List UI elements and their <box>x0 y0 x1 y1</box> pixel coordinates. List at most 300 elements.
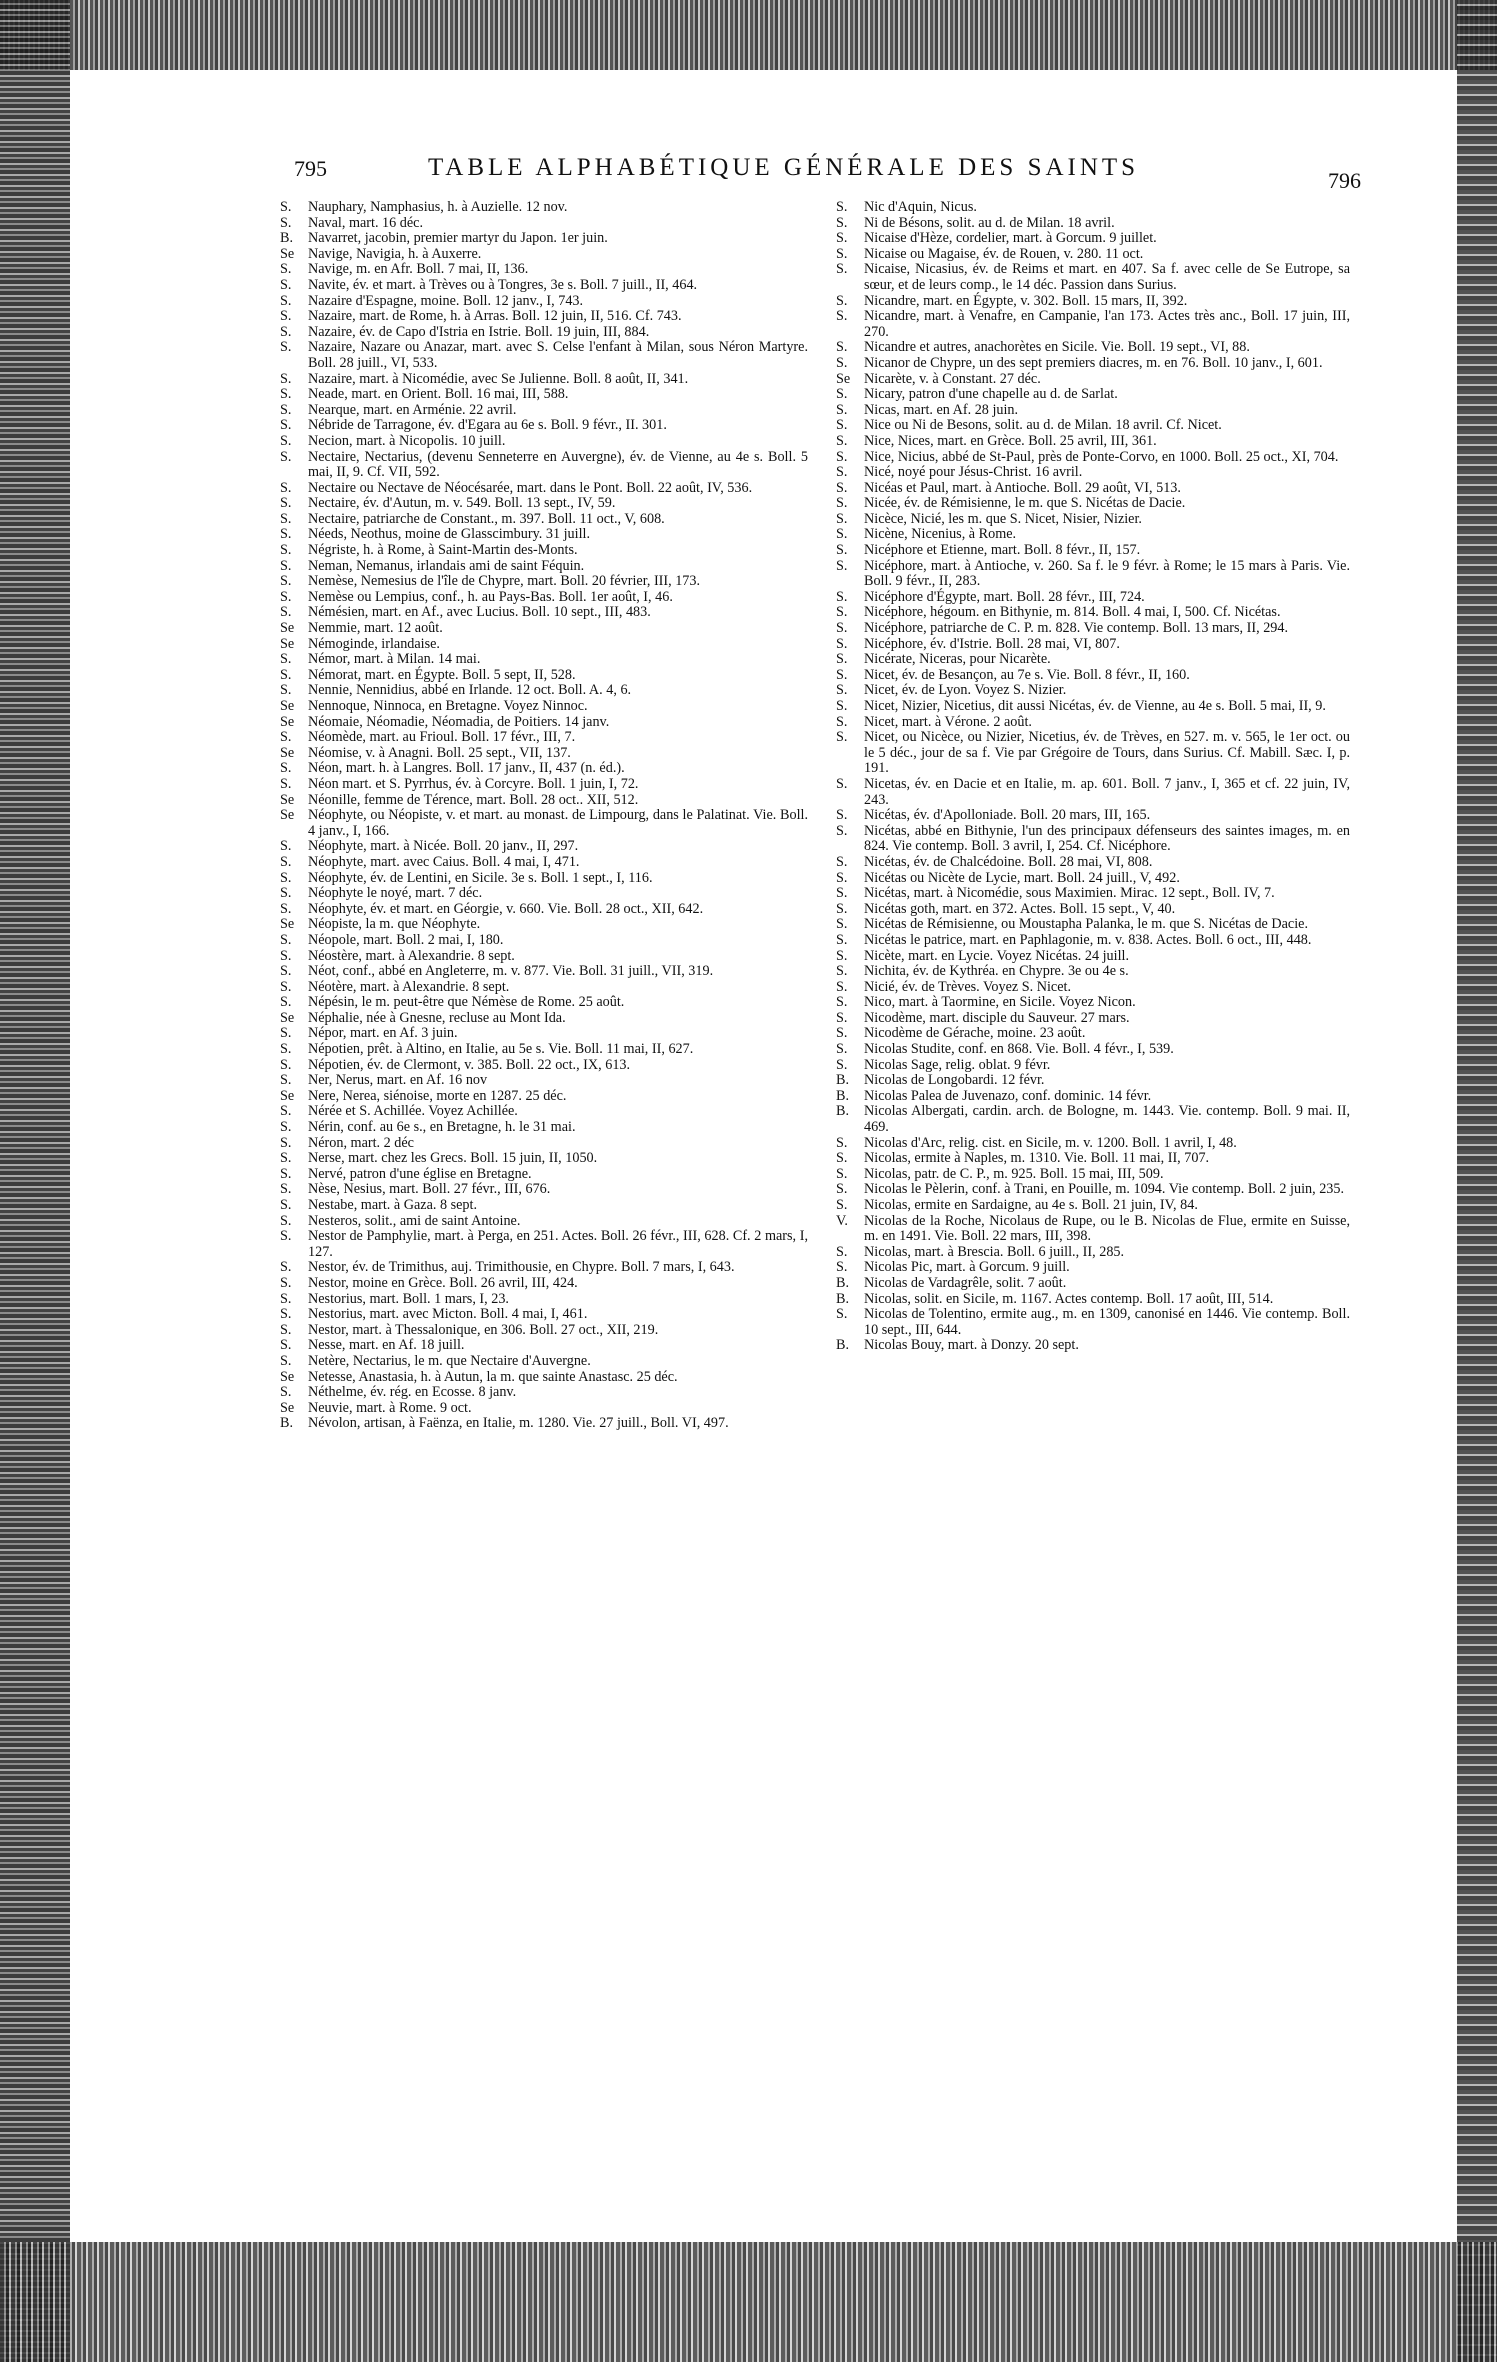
index-entry <box>836 387 1350 403</box>
index-entry <box>836 1214 1350 1245</box>
entry-text: Nemmie, mart. 12 août. <box>308 620 443 637</box>
index-entry <box>836 543 1350 559</box>
entry-text: Nicandre, mart. en Égypte, v. 302. Boll. 15 mars, II, 392. <box>864 292 1188 309</box>
entry-text: Nébride de Tarragone, év. d'Egara au 6e s. Boll. 9 févr., II. 301. <box>308 417 667 434</box>
entry-text: Népor, mart. en Af. 3 juin. <box>308 1025 458 1042</box>
entry-text: Nice, Nices, mart. en Grèce. Boll. 25 avril, III, 361. <box>864 432 1157 449</box>
entry-text: Nicas, mart. en Af. 28 juin. <box>864 401 1019 418</box>
index-entry <box>836 964 1350 980</box>
index-entry <box>836 621 1350 637</box>
entry-text: Nicétas, év. de Chalcédoine. Boll. 28 mai, VI, 808. <box>864 853 1153 870</box>
index-entry <box>836 418 1350 434</box>
entry-text: Néomise, v. à Anagni. Boll. 25 sept., VII, 137. <box>308 744 571 761</box>
entry-text: Néomaie, Néomadie, Néomadia, de Poitiers. 14 janv. <box>308 713 610 730</box>
entry-text: Nerse, mart. chez les Grecs. Boll. 15 juin, II, 1050. <box>308 1150 598 1167</box>
index-entry <box>280 590 808 606</box>
entry-text: Nice ou Ni de Besons, solit. au d. de Milan. 18 avril. Cf. Nicet. <box>864 417 1222 434</box>
entry-prefix: S. <box>836 1306 848 1323</box>
entry-text: Néostère, mart. à Alexandrie. 8 sept. <box>308 947 515 964</box>
entry-prefix: S. <box>280 1056 292 1073</box>
index-entry <box>836 403 1350 419</box>
entry-prefix: S. <box>280 542 292 559</box>
entry-text: Nicétas de Rémisienne, ou Moustapha Palanka, le m. que S. Nicétas de Dacie. <box>864 916 1309 933</box>
entry-prefix: S. <box>836 729 848 746</box>
index-entry <box>280 1292 808 1308</box>
entry-text: Nicétas ou Nicète de Lycie, mart. Boll. 24 juill., V, 492. <box>864 869 1180 886</box>
entry-prefix: S. <box>280 1212 292 1229</box>
entry-prefix: S. <box>280 666 292 683</box>
entry-text: Nicolas le Pèlerin, conf. à Trani, en Pouille, m. 1094. Vie contemp. Boll. 2 juin, 235. <box>864 1181 1345 1198</box>
index-entry <box>280 1307 808 1323</box>
index-entry <box>836 496 1350 512</box>
index-entry <box>280 777 808 793</box>
entry-text: Néophyte, mart. à Nicée. Boll. 20 janv., II, 297. <box>308 838 579 855</box>
entry-prefix: S. <box>280 994 292 1011</box>
index-entry <box>280 1167 808 1183</box>
index-entry <box>280 325 808 341</box>
index-entry <box>280 262 808 278</box>
entry-prefix: S. <box>280 214 292 231</box>
entry-prefix: S. <box>836 230 848 247</box>
entry-text: Nectaire ou Nectave de Néocésarée, mart. dans le Pont. Boll. 22 août, IV, 536. <box>308 479 753 496</box>
index-entry <box>836 262 1350 293</box>
index-entry <box>836 777 1350 808</box>
entry-text: Nicolas, mart. à Brescia. Boll. 6 juill., II, 285. <box>864 1243 1125 1260</box>
index-entry <box>280 683 808 699</box>
index-entry <box>280 871 808 887</box>
index-entry <box>836 683 1350 699</box>
index-entry <box>280 512 808 528</box>
index-entry <box>280 216 808 232</box>
entry-prefix: S. <box>836 963 848 980</box>
entry-text: Népotien, prêt. à Altino, en Italie, au 5e s. Vie. Boll. 11 mai, II, 627. <box>308 1041 694 1058</box>
entry-text: Nicet, ou Nicèce, ou Nizier, Nicetius, év. de Trèves, en 527. m. v. 565, le 1er oct. ou le 5 déc., jour de sa f. Vie par Grégoire de Tours, dans Surius. Cf. Mabill. Sæc. I, p. 191. <box>864 729 1350 777</box>
entry-text: Néophyte, ou Néopiste, v. et mart. au monast. de Limpourg, dans le Palatinat. Vie. Boll. 4 janv., I, 166. <box>308 807 808 839</box>
entry-prefix: S. <box>280 448 292 465</box>
entry-text: Navarret, jacobin, premier martyr du Japon. 1er juin. <box>308 230 608 247</box>
index-entry <box>280 559 808 575</box>
entry-text: Nicée, év. de Rémisienne, le m. que S. Nicétas de Dacie. <box>864 495 1186 512</box>
running-title: TABLE ALPHABÉTIQUE GÉNÉRALE DES SAINTS <box>428 154 1140 181</box>
entry-prefix: S. <box>836 401 848 418</box>
index-entry <box>280 1370 808 1386</box>
index-entry <box>280 1401 808 1417</box>
entry-prefix: S. <box>280 1352 292 1369</box>
index-entry <box>280 231 808 247</box>
entry-prefix: B. <box>836 1072 850 1089</box>
entry-text: Neade, mart. en Orient. Boll. 16 mai, III, 588. <box>308 386 569 403</box>
entry-prefix: S. <box>280 573 292 590</box>
entry-prefix: S. <box>836 604 848 621</box>
index-entry <box>280 1229 808 1260</box>
entry-prefix: S. <box>280 261 292 278</box>
index-entry <box>280 1104 808 1120</box>
index-entry <box>280 1182 808 1198</box>
entry-prefix: S. <box>836 931 848 948</box>
entry-prefix: S. <box>280 1321 292 1338</box>
index-entry <box>280 621 808 637</box>
index-entry <box>836 340 1350 356</box>
entry-prefix: S. <box>280 557 292 574</box>
entry-prefix: Se <box>836 370 851 387</box>
entry-text: Nicéphore, év. d'Istrie. Boll. 28 mai, VI, 807. <box>864 635 1120 652</box>
entry-text: Nicérate, Niceras, pour Nicarète. <box>864 651 1051 668</box>
left-column <box>280 200 808 1432</box>
entry-text: Nicète, mart. en Lycie. Voyez Nicétas. 24 juill. <box>864 947 1130 964</box>
index-entry <box>280 855 808 871</box>
entry-text: Nicolas Bouy, mart. à Donzy. 20 sept. <box>864 1337 1079 1354</box>
index-entry <box>280 668 808 684</box>
entry-text: Nic d'Aquin, Nicus. <box>864 199 977 215</box>
index-entry <box>280 902 808 918</box>
entry-prefix: S. <box>836 869 848 886</box>
index-entry <box>836 434 1350 450</box>
index-entry <box>280 1198 808 1214</box>
entry-text: Nicet, év. de Besançon, au 7e s. Vie. Boll. 8 févr., II, 160. <box>864 666 1190 683</box>
entry-prefix: S. <box>836 354 848 371</box>
index-entry <box>836 855 1350 871</box>
index-entry <box>280 699 808 715</box>
entry-text: Nicolas d'Arc, relig. cist. en Sicile, m. v. 1200. Boll. 1 avril, I, 48. <box>864 1134 1237 1151</box>
page-number-right: 796 <box>1328 168 1361 193</box>
index-entry <box>280 450 808 481</box>
entry-prefix: S. <box>280 401 292 418</box>
entry-text: Nichita, év. de Kythréa. en Chypre. 3e ou 4e s. <box>864 963 1129 980</box>
entry-prefix: Se <box>280 791 295 808</box>
entry-prefix: S. <box>836 510 848 527</box>
entry-text: Nèse, Nesius, mart. Boll. 27 févr., III, 676. <box>308 1181 551 1198</box>
entry-text: Nérée et S. Achillée. Voyez Achillée. <box>308 1103 518 1120</box>
entry-text: Nicet, év. de Lyon. Voyez S. Nizier. <box>864 682 1067 699</box>
entry-prefix: S. <box>836 947 848 964</box>
entry-text: Nicaise ou Magaise, év. de Rouen, v. 280. 11 oct. <box>864 245 1144 262</box>
entry-prefix: S. <box>836 682 848 699</box>
index-entry <box>836 1338 1350 1354</box>
index-entry <box>280 1354 808 1370</box>
entry-prefix: Se <box>280 245 295 262</box>
index-entry <box>280 605 808 621</box>
entry-prefix: S. <box>280 760 292 777</box>
index-entry <box>280 761 808 777</box>
entry-text: Nicolas, solit. en Sicile, m. 1167. Actes contemp. Boll. 17 août, III, 514. <box>864 1290 1274 1307</box>
entry-prefix: S. <box>280 885 292 902</box>
index-entry <box>280 715 808 731</box>
entry-prefix: S. <box>836 588 848 605</box>
entry-text: Nicodème, mart. disciple du Sauveur. 27 mars. <box>864 1009 1130 1026</box>
index-entry <box>280 933 808 949</box>
entry-text: Nicolas Pic, mart. à Gorcum. 9 juill. <box>864 1259 1070 1276</box>
entry-prefix: S. <box>836 1243 848 1260</box>
entry-prefix: Se <box>280 916 295 933</box>
entry-text: Néomède, mart. au Frioul. Boll. 17 févr., III, 7. <box>308 729 576 746</box>
index-entry <box>280 1214 808 1230</box>
index-entry <box>280 1042 808 1058</box>
entry-text: Néot, conf., abbé en Angleterre, m. v. 877. Vie. Boll. 31 juill., VII, 319. <box>308 963 714 980</box>
entry-text: Négriste, h. à Rome, à Saint-Martin des-Monts. <box>308 542 578 559</box>
entry-text: Nicolas Studite, conf. en 868. Vie. Boll. 4 févr., I, 539. <box>864 1041 1174 1058</box>
index-entry <box>836 1089 1350 1105</box>
entry-text: Ner, Nerus, mart. en Af. 16 nov <box>308 1072 488 1089</box>
index-entry <box>836 1167 1350 1183</box>
entry-text: Néron, mart. 2 déc <box>308 1134 414 1151</box>
entry-text: Nearque, mart. en Arménie. 22 avril. <box>308 401 517 418</box>
index-entry <box>280 574 808 590</box>
entry-text: Nicèce, Nicié, les m. que S. Nicet, Nisier, Nizier. <box>864 510 1142 527</box>
entry-text: Nestor, moine en Grèce. Boll. 26 avril, III, 424. <box>308 1274 578 1291</box>
index-entry <box>836 450 1350 466</box>
index-entry <box>280 1385 808 1401</box>
index-entry <box>280 527 808 543</box>
entry-text: Nicodème de Gérache, moine. 23 août. <box>864 1025 1086 1042</box>
entry-prefix: S. <box>280 479 292 496</box>
entry-prefix: S. <box>280 978 292 995</box>
entry-text: Nazaire, Nazare ou Anazar, mart. avec S. Celse l'enfant à Milan, sous Néron Martyre. Boll. 28 juill., VI, 533. <box>308 339 808 371</box>
entry-prefix: S. <box>836 916 848 933</box>
index-entry <box>280 1058 808 1074</box>
entry-prefix: S. <box>836 308 848 325</box>
index-entry <box>280 730 808 746</box>
entry-prefix: S. <box>836 1025 848 1042</box>
entry-text: Ni de Bésons, solit. au d. de Milan. 18 avril. <box>864 214 1115 231</box>
entry-prefix: S. <box>836 853 848 870</box>
entry-prefix: S. <box>836 1009 848 1026</box>
index-entry <box>836 1104 1350 1135</box>
entry-prefix: S. <box>280 931 292 948</box>
entry-prefix: S. <box>280 963 292 980</box>
entry-prefix: S. <box>280 1181 292 1198</box>
index-entry <box>280 309 808 325</box>
entry-text: Névolon, artisan, à Faënza, en Italie, m. 1280. Vie. 27 juill., Boll. VI, 497. <box>308 1415 729 1432</box>
index-entry <box>836 309 1350 340</box>
entry-text: Nicet, Nizier, Nicetius, dit aussi Nicétas, év. de Vienne, au 4e s. Boll. 5 mai, II, 9. <box>864 698 1326 714</box>
entry-prefix: Se <box>280 698 295 714</box>
entry-text: Nicolas de la Roche, Nicolaus de Rupe, ou le B. Nicolas de Flue, ermite en Suisse, m. en 1491. Vie. Boll. 22 mars, III, 398. <box>864 1212 1350 1245</box>
index-entry <box>836 980 1350 996</box>
entry-text: Nauphary, Namphasius, h. à Auzielle. 12 nov. <box>308 199 568 215</box>
index-entry <box>836 902 1350 918</box>
entry-text: Nectaire, év. d'Autun, m. v. 549. Boll. 13 sept., IV, 59. <box>308 495 616 512</box>
entry-prefix: S. <box>836 199 848 215</box>
entry-text: Néophyte le noyé, mart. 7 déc. <box>308 885 483 902</box>
entry-text: Nicène, Nicenius, à Rome. <box>864 526 1017 543</box>
index-entry <box>280 1416 808 1432</box>
entry-prefix: S. <box>280 1165 292 1182</box>
entry-prefix: S. <box>836 807 848 824</box>
scan-edge-top <box>0 0 1497 70</box>
entry-prefix: S. <box>836 245 848 262</box>
entry-text: Nennoque, Ninnoca, en Bretagne. Voyez Ninnoc. <box>308 698 588 714</box>
entry-text: Nicet, mart. à Vérone. 2 août. <box>864 713 1032 730</box>
entry-text: Nemèse ou Lempius, conf., h. au Pays-Bas. Boll. 1er août, I, 46. <box>308 588 673 605</box>
entry-text: Nectaire, Nectarius, (devenu Senneterre en Auvergne), év. de Vienne, au 4e s. Boll. 5 mai, II, 9. Cf. VII, 592. <box>308 448 808 481</box>
index-entry <box>836 372 1350 388</box>
book-page <box>278 150 1361 1432</box>
index-entry <box>836 559 1350 590</box>
entry-text: Nicary, patron d'une chapelle au d. de Sarlat. <box>864 386 1118 403</box>
entry-text: Néopiste, la m. que Néophyte. <box>308 916 481 933</box>
index-entry <box>280 1276 808 1292</box>
entry-prefix: S. <box>280 1041 292 1058</box>
entry-prefix: S. <box>280 510 292 527</box>
index-entry <box>836 668 1350 684</box>
entry-prefix: S. <box>280 386 292 403</box>
entry-text: Nestor de Pamphylie, mart. à Perga, en 251. Actes. Boll. 26 févr., III, 628. Cf. 2 mars, I, 127. <box>308 1228 808 1260</box>
entry-prefix: S. <box>836 479 848 496</box>
entry-prefix: S. <box>836 885 848 902</box>
entry-prefix: B. <box>836 1087 850 1104</box>
right-column <box>836 200 1350 1354</box>
index-entry <box>836 995 1350 1011</box>
entry-text: Nemèse, Nemesius de l'île de Chypre, mart. Boll. 20 février, III, 173. <box>308 573 701 590</box>
entry-prefix: S. <box>280 838 292 855</box>
entry-text: Nicolas de Vardagrêle, solit. 7 août. <box>864 1274 1067 1291</box>
entry-text: Nazaire, mart. à Nicomédie, avec Se Julienne. Boll. 8 août, II, 341. <box>308 370 689 387</box>
index-entry <box>836 1073 1350 1089</box>
entry-text: Nervé, patron d'une église en Bretagne. <box>308 1165 532 1182</box>
entry-prefix: S. <box>280 869 292 886</box>
index-entry <box>836 216 1350 232</box>
entry-prefix: Se <box>280 1087 295 1104</box>
entry-text: Nicolas de Longobardi. 12 févr. <box>864 1072 1045 1089</box>
entry-text: Nestabe, mart. à Gaza. 8 sept. <box>308 1197 477 1213</box>
entry-prefix: V. <box>836 1212 848 1229</box>
scan-edge-bottom <box>0 2242 1497 2362</box>
scan-edge-left <box>0 0 70 2362</box>
index-entry <box>836 1276 1350 1292</box>
entry-prefix: S. <box>836 1041 848 1058</box>
entry-prefix: Se <box>280 1368 295 1385</box>
index-entry <box>280 496 808 512</box>
index-entry <box>836 699 1350 715</box>
entry-text: Nicaise d'Hèze, cordelier, mart. à Gorcum. 9 juillet. <box>864 230 1157 247</box>
entry-prefix: S. <box>280 588 292 605</box>
entry-text: Nicolas, ermite à Naples, m. 1310. Vie. Boll. 11 mai, II, 707. <box>864 1150 1210 1167</box>
entry-text: Nicarète, v. à Constant. 27 déc. <box>864 370 1041 387</box>
entry-prefix: S. <box>836 994 848 1011</box>
entry-prefix: S. <box>280 900 292 917</box>
entry-text: Nicié, év. de Trèves. Voyez S. Nicet. <box>864 978 1071 995</box>
entry-prefix: S. <box>280 1119 292 1136</box>
index-entry <box>280 278 808 294</box>
entry-text: Nestor, mart. à Thessalonique, en 306. Boll. 27 oct., XII, 219. <box>308 1321 659 1338</box>
entry-prefix: S. <box>836 432 848 449</box>
entry-prefix: S. <box>836 386 848 403</box>
entry-text: Nazaire d'Espagne, moine. Boll. 12 janv., I, 743. <box>308 292 584 309</box>
entry-prefix: S. <box>836 713 848 730</box>
entry-text: Nestorius, mart. Boll. 1 mars, I, 23. <box>308 1290 509 1307</box>
entry-prefix: S. <box>280 1197 292 1213</box>
entry-prefix: Se <box>280 620 295 637</box>
entry-prefix: S. <box>280 1103 292 1120</box>
scan-edge-right <box>1457 0 1497 2362</box>
entry-text: Nicéas et Paul, mart. à Antioche. Boll. 29 août, VI, 513. <box>864 479 1181 496</box>
entry-text: Netesse, Anastasia, h. à Autun, la m. que sainte Anastasc. 25 déc. <box>308 1368 678 1385</box>
index-entry <box>280 418 808 434</box>
entry-prefix: S. <box>280 276 292 293</box>
entry-prefix: S. <box>836 292 848 309</box>
entry-prefix: S. <box>280 682 292 699</box>
index-entry <box>280 340 808 371</box>
index-entry <box>836 1292 1350 1308</box>
entry-prefix: S. <box>280 604 292 621</box>
page-header <box>278 150 1361 194</box>
index-entry <box>836 886 1350 902</box>
entry-prefix: S. <box>836 775 848 792</box>
index-entry <box>836 605 1350 621</box>
entry-text: Neuvie, mart. à Rome. 9 oct. <box>308 1399 472 1416</box>
entry-prefix: S. <box>280 1306 292 1323</box>
entry-prefix: S. <box>280 1384 292 1401</box>
index-entry <box>836 949 1350 965</box>
index-entry <box>280 995 808 1011</box>
index-entry <box>836 1026 1350 1042</box>
entry-text: Nesteros, solit., ami de saint Antoine. <box>308 1212 521 1229</box>
index-entry <box>836 917 1350 933</box>
entry-text: Nicetas, év. en Dacie et en Italie, m. ap. 601. Boll. 7 janv., I, 365 et cf. 22 juin, IV, 243. <box>864 775 1350 808</box>
entry-text: Nicolas de Tolentino, ermite aug., m. en 1309, canonisé en 1446. Vie contemp. Boll. 10 sept., III, 644. <box>864 1306 1350 1338</box>
entry-text: Néopole, mart. Boll. 2 mai, I, 180. <box>308 931 504 948</box>
entry-text: Nicaise, Nicasius, év. de Reims et mart. en 407. Sa f. avec celle de Se Eutrope, sa sœur, et de leurs comp., le 14 déc. Passion dans Surius. <box>864 261 1350 293</box>
index-entry <box>280 543 808 559</box>
index-entry <box>836 637 1350 653</box>
entry-prefix: S. <box>280 199 292 215</box>
entry-prefix: S. <box>836 448 848 465</box>
entry-text: Néphalie, née à Gnesne, recluse au Mont Ida. <box>308 1009 566 1026</box>
entry-prefix: S. <box>280 1025 292 1042</box>
entry-prefix: B. <box>836 1337 850 1354</box>
index-entry <box>280 1073 808 1089</box>
entry-prefix: S. <box>280 308 292 325</box>
entry-text: Nicolas Palea de Juvenazo, conf. dominic. 14 févr. <box>864 1087 1152 1104</box>
index-entry <box>836 652 1350 668</box>
entry-text: Nectaire, patriarche de Constant., m. 397. Boll. 11 oct., V, 608. <box>308 510 665 527</box>
entry-prefix: S. <box>280 292 292 309</box>
index-entry <box>836 247 1350 263</box>
entry-prefix: S. <box>836 495 848 512</box>
index-entry <box>280 403 808 419</box>
index-entry <box>836 715 1350 731</box>
index-entry <box>836 1058 1350 1074</box>
entry-text: Nazaire, mart. de Rome, h. à Arras. Boll. 12 juin, II, 516. Cf. 743. <box>308 308 682 325</box>
entry-prefix: S. <box>836 557 848 574</box>
entry-text: Netère, Nectarius, le m. que Nectaire d'Auvergne. <box>308 1352 591 1369</box>
entry-text: Nicandre et autres, anachorètes en Sicile. Vie. Boll. 19 sept., VI, 88. <box>864 339 1250 356</box>
entry-text: Nicétas goth, mart. en 372. Actes. Boll. 15 sept., V, 40. <box>864 900 1176 917</box>
entry-prefix: S. <box>280 1274 292 1291</box>
entry-text: Nestor, év. de Trimithus, auj. Trimithousie, en Chypre. Boll. 7 mars, I, 643. <box>308 1259 735 1276</box>
entry-prefix: S. <box>280 323 292 340</box>
entry-prefix: S. <box>836 698 848 714</box>
index-entry <box>280 1338 808 1354</box>
entry-prefix: Se <box>280 744 295 761</box>
entry-text: Néon, mart. h. à Langres. Boll. 17 janv., II, 437 (n. éd.). <box>308 760 625 777</box>
entry-prefix: S. <box>280 775 292 792</box>
index-entry <box>280 949 808 965</box>
index-entry <box>280 200 808 216</box>
entry-prefix: S. <box>280 432 292 449</box>
index-entry <box>836 465 1350 481</box>
entry-text: Necion, mart. à Nicopolis. 10 juill. <box>308 432 506 449</box>
entry-text: Nicéphore, hégoum. en Bithynie, m. 814. Boll. 4 mai, I, 500. Cf. Nicétas. <box>864 604 1281 621</box>
entry-prefix: S. <box>836 261 848 278</box>
entry-text: Nicolas, ermite en Sardaigne, au 4e s. Boll. 21 juin, IV, 84. <box>864 1197 1198 1213</box>
index-entry <box>836 824 1350 855</box>
index-entry <box>280 746 808 762</box>
entry-text: Néophyte, év. et mart. en Géorgie, v. 660. Vie. Boll. 28 oct., XII, 642. <box>308 900 704 917</box>
entry-prefix: S. <box>280 495 292 512</box>
index-entry <box>280 1323 808 1339</box>
index-entry <box>836 1182 1350 1198</box>
